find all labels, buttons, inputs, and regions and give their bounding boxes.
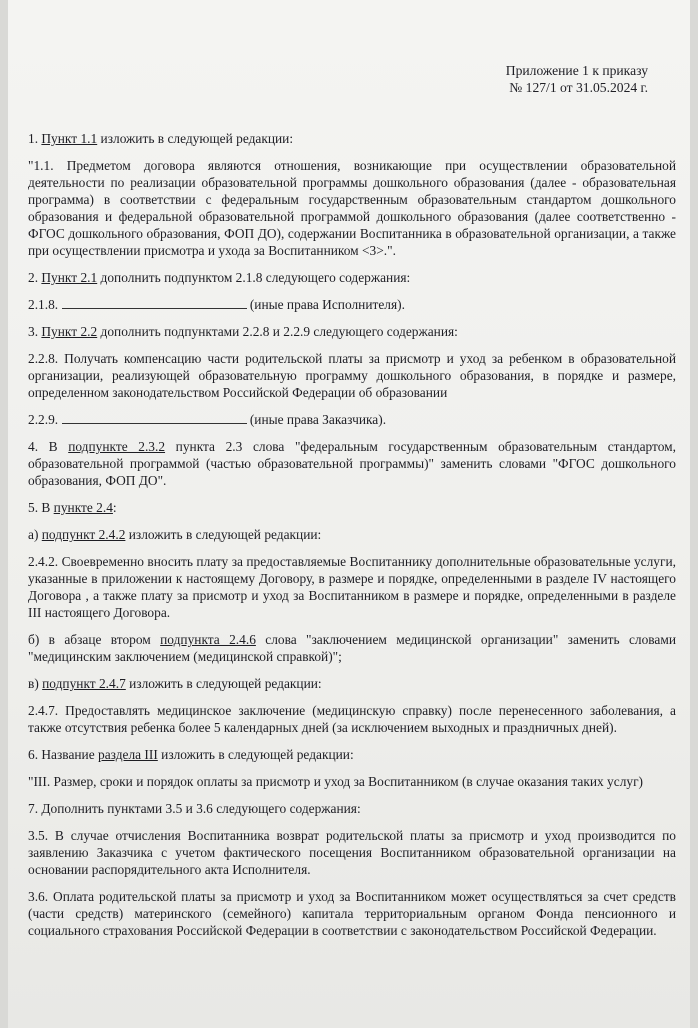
item-5-heading: 5. В пункте 2.4:: [28, 500, 117, 515]
item-3-5: 3.5. В случае отчисления Воспитанника возврат родительской платы за присмотр и уход производится по заявлению Заказчика с учетом фактического посещения Воспитанником образовательной организации на основании распорядительного акта Исполнителя.: [28, 828, 676, 877]
appendix-title: Приложение 1 к приказу: [505, 63, 648, 78]
fill-blank: [62, 411, 247, 424]
item-5b: б) в абзаце втором подпункта 2.4.6 слова "заключением медицинской организации" заменить словами "медицинским заключением (медицинской справкой)";: [28, 632, 677, 664]
item-5a-heading: а) подпункт 2.4.2 изложить в следующей редакции:: [28, 527, 322, 542]
item-3-6: 3.6. Оплата родительской платы за присмотр и уход за Воспитанником может осуществляться за счет средств (части средств) материнского (семейного) капитала территориальным органом Фонда пенсионного и социального страхования Российской Федерации в соответствии с законодательством Российской Федерации.: [28, 889, 676, 938]
link-podpunkt-2-3-2[interactable]: подпункте 2.3.2: [68, 439, 166, 454]
link-punkt-2-1[interactable]: Пункт 2.1: [41, 270, 98, 285]
item-5v-heading: в) подпункт 2.4.7 изложить в следующей редакции:: [28, 676, 322, 691]
item-7-heading: 7. Дополнить пунктами 3.5 и 3.6 следующего содержания:: [28, 801, 361, 816]
item-1-heading: 1. Пункт 1.1 изложить в следующей редакции:: [28, 131, 294, 146]
item-6-heading: 6. Название раздела III изложить в следующей редакции:: [28, 747, 354, 762]
item-1-text: "1.1. Предметом договора являются отношения, возникающие при осуществлении образовательной деятельности по реализации образовательной программы дошкольного образования (далее - образовательная программа) в соответствии с федеральным государственным образовательным стандартом дошкольного образования и федеральной образовательной программой дошкольного образования (далее соответственно - ФГОС дошкольного образования, ФОП ДО), содержании Воспитанника в образовательной организации, а также при осуществлении присмотра и ухода за Воспитанником <3>.".: [28, 158, 676, 258]
link-podpunkt-2-4-6[interactable]: подпункта 2.4.6: [160, 632, 256, 647]
item-2-4-2: 2.4.2. Своевременно вносить плату за предоставляемые Воспитаннику дополнительные образовательные услуги, указанные в приложении к настоящему Договору, в размере и порядке, определенными в разделе IV настоящего Договора , а также плату за присмотр и уход за Воспитанником в размере и порядке, определенными в разделе III настоящего Договора.: [28, 554, 676, 620]
link-podpunkt-2-4-7[interactable]: подпункт 2.4.7: [42, 676, 126, 691]
item-2-4-7: 2.4.7. Предоставлять медицинское заключение (медицинскую справку) после перенесенного заболевания, а также отсутствия ребенка более 5 календарных дней (за исключением выходных и праздничных дней).: [28, 703, 676, 735]
link-podpunkt-2-4-2[interactable]: подпункт 2.4.2: [41, 527, 126, 542]
document-page: [8, 0, 690, 1028]
appendix-header: [28, 62, 648, 96]
item-2-heading: 2. Пункт 2.1 дополнить подпунктом 2.1.8 следующего содержания:: [28, 270, 411, 285]
link-punkt-2-4[interactable]: пункте 2.4: [53, 500, 113, 515]
item-6-text: "III. Размер, сроки и порядок оплаты за присмотр и уход за Воспитанником (в случае оказания таких услуг): [28, 774, 644, 789]
item-2-1-8: 2.1.8. (иные права Исполнителя).: [28, 297, 405, 312]
item-2-2-8: 2.2.8. Получать компенсацию части родительской платы за присмотр и уход за ребенком в образовательной организации, реализующей образовательную программу дошкольного образования, в порядке и размере, определенном законодательством Российской Федерации об образовании: [28, 351, 676, 400]
link-punkt-1-1[interactable]: Пункт 1.1: [41, 131, 98, 146]
order-number: № 127/1 от 31.05.2024 г.: [509, 80, 648, 95]
link-razdel-3[interactable]: раздела III: [98, 747, 158, 762]
link-punkt-2-2[interactable]: Пункт 2.2: [41, 324, 98, 339]
item-2-2-9: 2.2.9. (иные права Заказчика).: [28, 412, 387, 427]
item-4: 4. В подпункте 2.3.2 пункта 2.3 слова "федеральным государственным образовательным стандартом, образовательной программой (частью образовательной программы)" заменить словами "ФГОС дошкольного образования, ФОП ДО".: [28, 439, 676, 488]
fill-blank: [62, 296, 247, 309]
item-3-heading: 3. Пункт 2.2 дополнить подпунктами 2.2.8 и 2.2.9 следующего содержания:: [28, 324, 458, 339]
